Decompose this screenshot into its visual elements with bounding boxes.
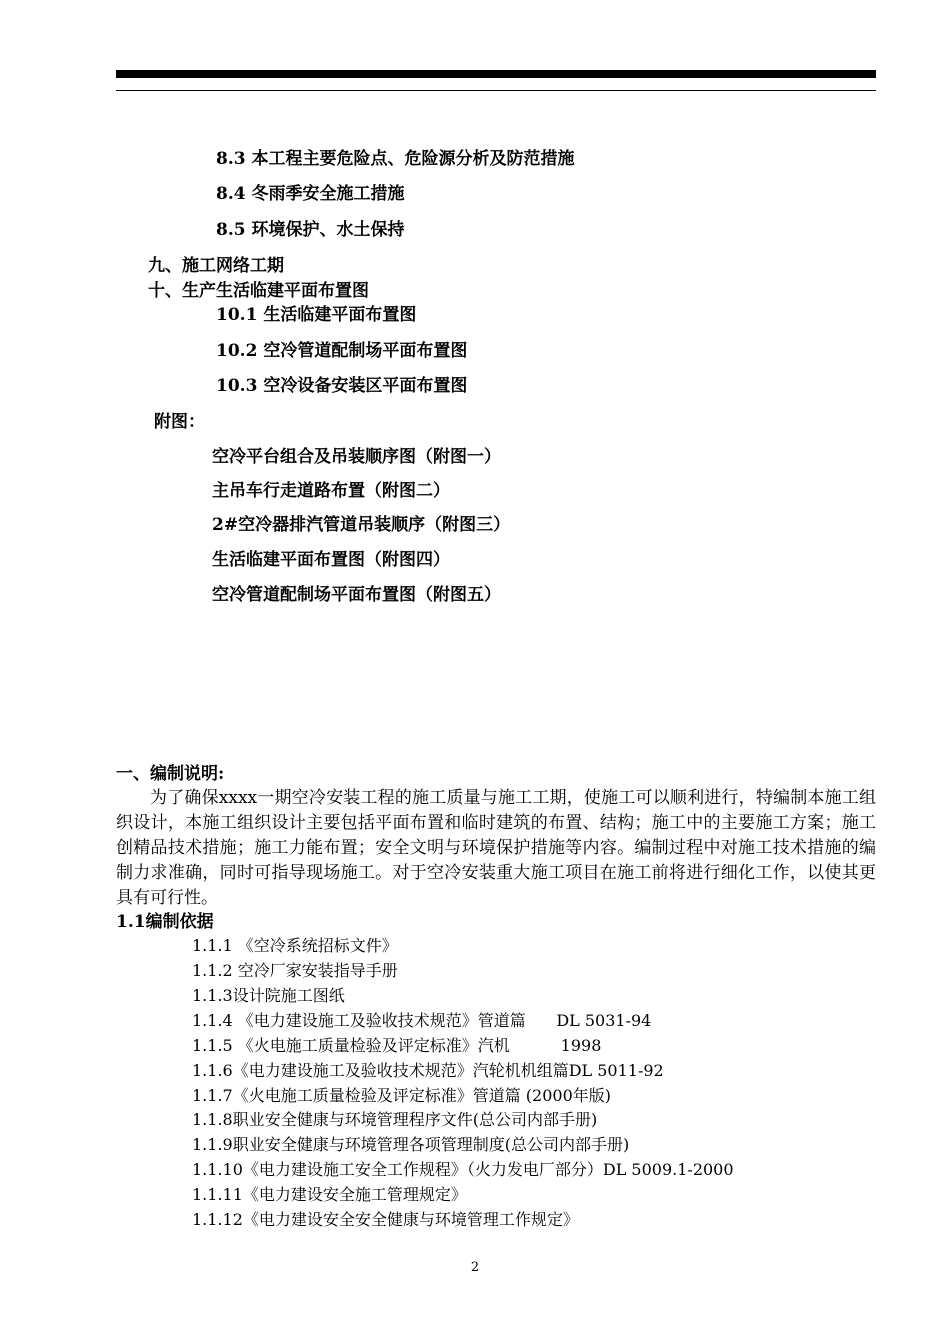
appendix-item-3: 2#空冷器排汽管道吊装顺序（附图三） — [212, 515, 511, 535]
toc-item-8-3: 8.3 本工程主要危险点、危险源分析及防范措施 — [216, 149, 575, 169]
reference-item: 1.1.6《电力建设施工及验收技术规范》汽轮机机组篇DL 5011-92 — [192, 1061, 664, 1080]
reference-item: 1.1.8职业安全健康与环境管理程序文件(总公司内部手册) — [192, 1110, 598, 1129]
section-paragraph-block — [116, 786, 876, 911]
header-rule-thin — [116, 90, 876, 91]
reference-item: 1.1.2 空冷厂家安装指导手册 — [192, 961, 398, 980]
page-number: 2 — [470, 1260, 480, 1275]
reference-item: 1.1.9职业安全健康与环境管理各项管理制度(总公司内部手册) — [192, 1135, 630, 1154]
appendix-item-5: 空冷管道配制场平面布置图（附图五） — [212, 585, 501, 605]
subsection-heading: 1.1编制依据 — [116, 912, 214, 932]
appendix-item-2: 主吊车行走道路布置（附图二） — [212, 481, 450, 501]
toc-item-8-5: 8.5 环境保护、水土保持 — [216, 220, 405, 240]
toc-item-8-4: 8.4 冬雨季安全施工措施 — [216, 184, 405, 204]
reference-item: 1.1.3设计院施工图纸 — [192, 986, 345, 1005]
reference-item: 1.1.12《电力建设安全安全健康与环境管理工作规定》 — [192, 1210, 579, 1229]
toc-section-9: 九、施工网络工期 — [148, 256, 284, 276]
appendix-item-4: 生活临建平面布置图（附图四） — [212, 550, 450, 570]
toc-item-10-2: 10.2 空冷管道配制场平面布置图 — [216, 341, 468, 361]
toc-appendix-title: 附图： — [154, 412, 205, 432]
reference-item: 1.1.5 《火电施工质量检验及评定标准》汽机 1998 — [192, 1036, 602, 1055]
toc-item-10-1: 10.1 生活临建平面布置图 — [216, 305, 417, 325]
reference-item: 1.1.11《电力建设安全施工管理规定》 — [192, 1185, 467, 1204]
section-heading: 一、编制说明: — [116, 764, 225, 784]
reference-item: 1.1.4 《电力建设施工及验收技术规范》管道篇 DL 5031-94 — [192, 1011, 652, 1030]
reference-item: 1.1.1 《空冷系统招标文件》 — [192, 936, 398, 955]
header-rule-thick — [116, 70, 876, 78]
reference-item: 1.1.10《电力建设施工安全工作规程》（火力发电厂部分）DL 5009.1-2000 — [192, 1160, 734, 1179]
reference-item: 1.1.7《火电施工质量检验及评定标准》管道篇 (2000年版) — [192, 1086, 612, 1105]
section-paragraph: 为了确保xxxx一期空冷安装工程的施工质量与施工工期，使施工可以顺利进行，特编制本施工组织设计，本施工组织设计主要包括平面布置和临时建筑的布置、结构；施工中的主要施工方案；施工创精品技术措施；施工力能布置；安全文明与环境保护措施等内容。编制过程中对施工技术措施的编制力求准确，同时可指导现场施工。对于空冷安装重大施工项目在施工前将进行细化工作，以使其更具有可行性。 — [116, 788, 876, 908]
toc-item-10-3: 10.3 空冷设备安装区平面布置图 — [216, 376, 468, 396]
appendix-item-1: 空冷平台组合及吊装顺序图（附图一） — [212, 447, 501, 467]
toc-section-10: 十、生产生活临建平面布置图 — [148, 281, 369, 301]
